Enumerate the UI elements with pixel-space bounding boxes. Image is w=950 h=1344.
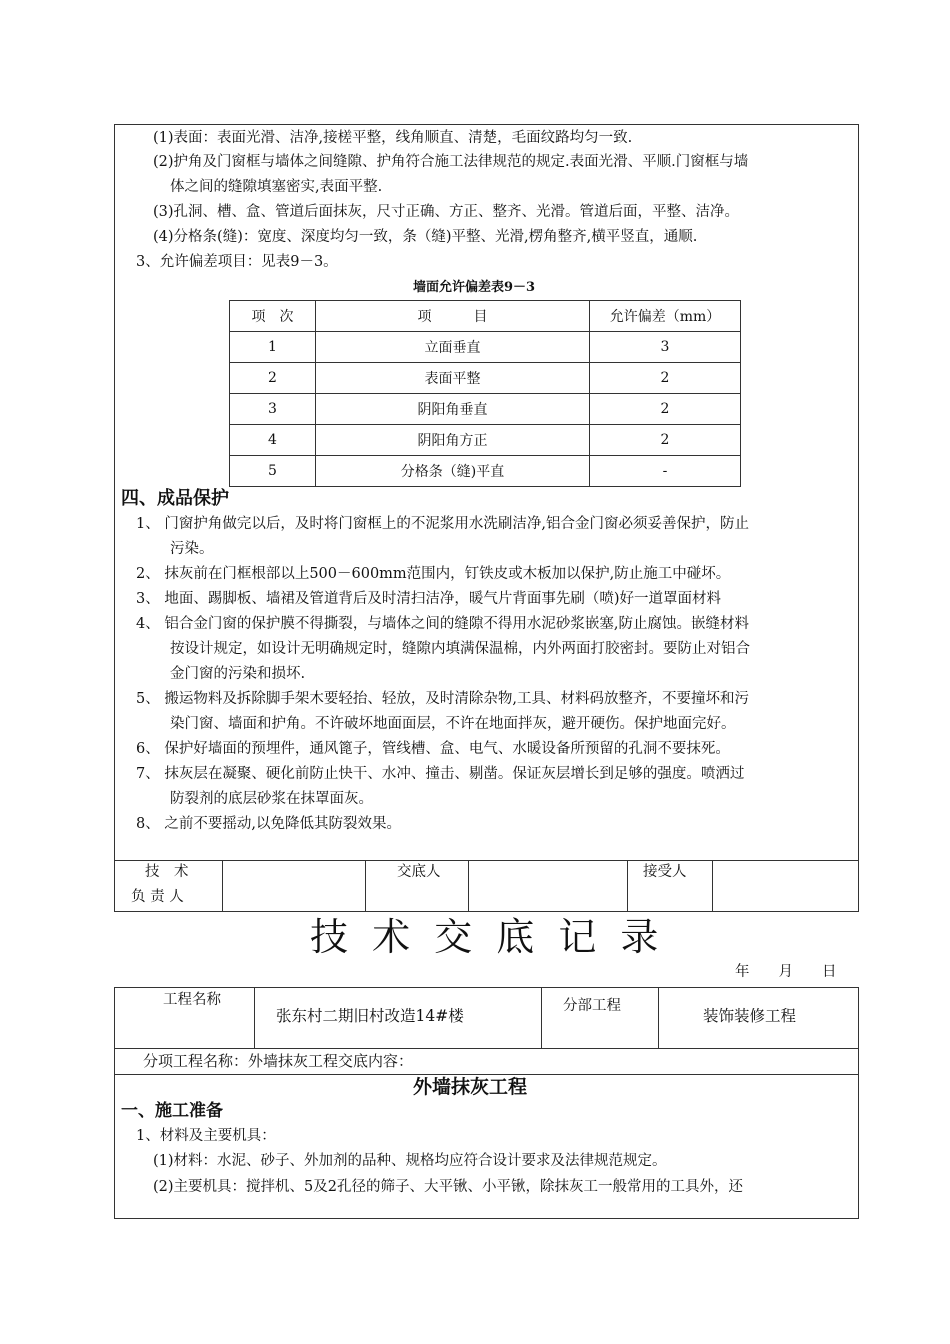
table-row (230, 394, 741, 425)
page-title: 技 术 交 底 记 录 (310, 915, 665, 959)
cell: 2 (230, 363, 316, 394)
handover-label: 交底人 (397, 864, 441, 880)
text-line: (3)孔洞、槽、盒、管道后面抹灰，尺寸正确、方正、整齐、光滑。管道后面，平整、洁净。 (153, 204, 740, 220)
section-heading: 四、成品保护 (121, 488, 229, 509)
list-item: 6、 保护好墙面的预埋件，通风篦子，管线槽、盒、电气、水暖设备所预留的孔洞不要抹死。 (136, 741, 730, 757)
text-line: 体之间的缝隙填塞密实,表面平整. (170, 179, 383, 195)
cell: 5 (230, 456, 316, 487)
list-item: 1、 门窗护角做完以后，及时将门窗框上的不泥浆用水洗刷洁净,铝合金门窗必须妥善保护，防止 (136, 516, 749, 532)
header-cell: 允许偏差（mm） (590, 301, 741, 332)
list-item: 防裂剂的底层砂浆在抹罩面灰。 (170, 791, 373, 807)
list-item: 按设计规定，如设计无明确规定时，缝隙内填满保温棉，内外两面打胶密封。要防止对铝合 (170, 641, 750, 657)
list-item: 染门窗、墙面和护角。不许破坏地面面层，不许在地面拌灰，避开硬伤。保护地面完好。 (170, 716, 736, 732)
tech-lead-label: 负 责 人 (131, 889, 184, 905)
list-item: 5、 搬运物料及拆除脚手架木要轻抬、轻放，及时清除杂物,工具、材料码放整齐，不要撞坏和污 (136, 691, 749, 707)
divider (365, 860, 366, 911)
cell: 2 (590, 363, 741, 394)
list-item: 7、 抹灰层在凝聚、硬化前防止快干、水冲、撞击、剔凿。保证灰层增长到足够的强度。喷洒过 (136, 766, 745, 782)
divider (712, 860, 713, 911)
header-cell: 项 目 (316, 301, 590, 332)
division-label: 分部工程 (563, 998, 621, 1014)
table-row (230, 363, 741, 394)
table-row (230, 425, 741, 456)
date-label: 年 月 日 (735, 964, 837, 980)
cell: 表面平整 (316, 363, 590, 394)
receiver-label: 接受人 (643, 864, 687, 880)
tech-lead-signature[interactable] (224, 862, 364, 910)
divider (114, 1048, 859, 1049)
text-line: (1)材料：水泥、砂子、外加剂的品种、规格均应符合设计要求及法律规范规定。 (153, 1153, 667, 1169)
content-title: 外墙抹灰工程 (413, 1076, 528, 1098)
text-line: (2)主要机具：搅拌机、5及2孔径的筛子、大平锹、小平锹，除抹灰工一般常用的工具外，还 (153, 1179, 743, 1195)
text-line: (4)分格条(缝)：宽度、深度均匀一致，条（缝)平整、光滑,楞角整齐,横平竖直，通顺. (153, 229, 698, 245)
divider (468, 860, 469, 911)
cell: 阴阳角方正 (316, 425, 590, 456)
cell: 3 (590, 332, 741, 363)
table-row (230, 332, 741, 363)
list-item: 2、 抹灰前在门框根部以上500－600mm范围内，钉铁皮或木板加以保护,防止施工中碰坏。 (136, 566, 731, 582)
header-cell: 项 次 (230, 301, 316, 332)
cell: 阴阳角垂直 (316, 394, 590, 425)
list-item: 污染。 (170, 541, 214, 557)
table-title: 墙面允许偏差表9－3 (413, 280, 536, 295)
divider (114, 860, 859, 861)
handover-signature[interactable] (470, 862, 626, 910)
cell: 4 (230, 425, 316, 456)
cell: 立面垂直 (316, 332, 590, 363)
text-line: 1、材料及主要机具： (136, 1128, 276, 1144)
cell: 1 (230, 332, 316, 363)
deviation-table (229, 300, 741, 487)
tech-lead-label: 技 术 (145, 864, 189, 880)
divider (658, 987, 659, 1048)
divider (541, 987, 542, 1048)
divider (627, 860, 628, 911)
list-item: 4、 铝合金门窗的保护膜不得撕裂，与墙体之间的缝隙不得用水泥砂浆嵌塞,防止腐蚀。嵌缝材料 (136, 616, 749, 632)
receiver-signature[interactable] (714, 862, 857, 910)
list-item: 3、 地面、踢脚板、墙裙及管道背后及时清扫洁净，暖气片背面事先刷（喷)好一道罩面材料 (136, 591, 721, 607)
subitem-label: 分项工程名称：外墙抹灰工程交底内容： (143, 1052, 414, 1070)
divider (254, 987, 255, 1048)
list-item: 8、 之前不要摇动,以免降低其防裂效果。 (136, 816, 401, 832)
project-name-value: 张东村二期旧村改造14#楼 (276, 1007, 464, 1025)
text-line: (1)表面：表面光滑、洁净,接槎平整，线角顺直、清楚，毛面纹路均匀一致. (153, 130, 633, 146)
list-item: 金门窗的污染和损坏. (170, 666, 306, 682)
cell: 分格条（缝)平直 (316, 456, 590, 487)
table-row (230, 456, 741, 487)
cell: 3 (230, 394, 316, 425)
division-value: 装饰装修工程 (703, 1007, 797, 1025)
cell: 2 (590, 425, 741, 456)
project-name-label: 工程名称 (163, 992, 221, 1008)
section-heading: 一、施工准备 (121, 1101, 223, 1121)
cell: 2 (590, 394, 741, 425)
cell: - (590, 456, 741, 487)
divider (222, 860, 223, 911)
text-line: 3、允许偏差项目：见表9－3。 (136, 254, 338, 270)
text-line: (2)护角及门窗框与墙体之间缝隙、护角符合施工法律规范的规定.表面光滑、平顺.门窗框与墙 (153, 154, 749, 170)
